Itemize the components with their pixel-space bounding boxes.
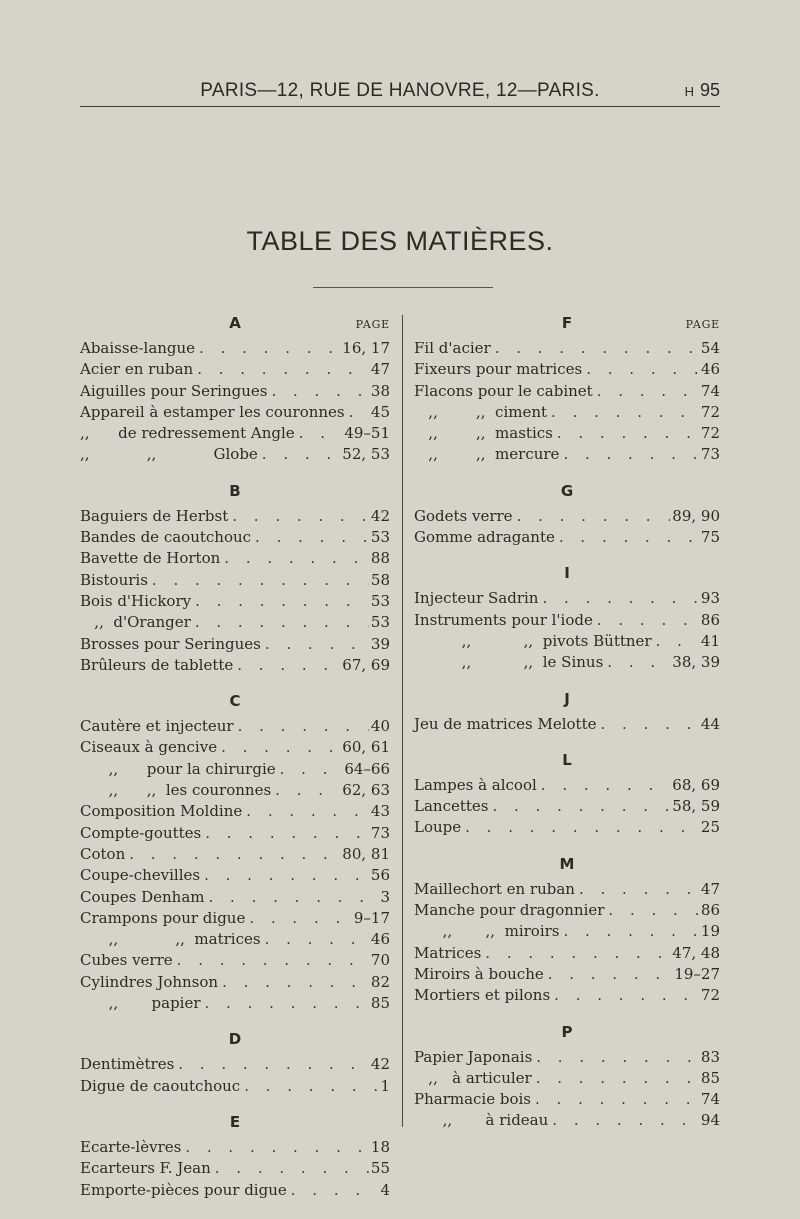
entry-pages: 73	[700, 445, 720, 464]
entry-pages: 3	[380, 887, 390, 906]
index-entry	[80, 780, 390, 801]
dot-leader	[532, 1068, 699, 1089]
dot-leader	[193, 359, 369, 380]
entry-label: Loupe	[414, 818, 462, 837]
index-entry	[414, 444, 720, 465]
entry-label: Cautère et injecteur	[80, 717, 234, 736]
entry-label: Brûleurs de tablette	[80, 655, 234, 674]
entry-label: Coupes Denham	[80, 887, 205, 906]
dot-leader	[217, 737, 340, 758]
index-entry	[414, 381, 720, 402]
entry-label: Mortiers et pilons	[414, 986, 551, 1005]
entry-label: Coupe-chevilles	[80, 866, 201, 885]
section-gap	[80, 676, 390, 686]
dot-leader	[201, 823, 369, 844]
dot-leader	[488, 796, 670, 817]
dot-leader	[211, 1158, 369, 1179]
page-column-label: PAGE	[355, 318, 390, 331]
entry-pages: 82	[370, 972, 390, 991]
dot-leader	[547, 402, 699, 423]
entry-pages: 4	[380, 1180, 390, 1199]
entry-pages: 62, 63	[342, 781, 390, 800]
index-entry	[414, 1110, 720, 1131]
entry-label: Appareil à estamper les couronnes	[80, 402, 345, 421]
index-entry	[80, 359, 390, 380]
dot-leader	[267, 381, 368, 402]
entry-pages: 74	[700, 381, 720, 400]
index-entry	[414, 1089, 720, 1110]
entry-pages: 88	[370, 549, 390, 568]
section-letter: B	[229, 481, 241, 500]
dot-leader	[575, 879, 699, 900]
index-entry	[80, 506, 390, 527]
entry-label: Matrices	[414, 943, 482, 962]
dot-leader	[287, 1180, 379, 1201]
dot-leader	[593, 610, 699, 631]
index-entry	[80, 548, 390, 569]
index-entry	[414, 921, 720, 942]
folio-number: 95	[699, 80, 720, 100]
dot-leader	[555, 527, 699, 548]
entry-label: ,, à rideau	[414, 1111, 549, 1130]
entry-pages: 42	[370, 1055, 390, 1074]
entry-pages: 83	[700, 1047, 720, 1066]
entry-label: Flacons pour le cabinet	[414, 381, 593, 400]
entry-label: ,, pour la chirurgie	[80, 759, 276, 778]
entry-pages: 46	[370, 930, 390, 949]
entry-label: Compte-gouttes	[80, 823, 202, 842]
entry-label: Maillechort en ruban	[414, 879, 575, 898]
entry-pages: 54	[700, 339, 720, 357]
entry-label: Cylindres Johnson	[80, 972, 219, 991]
entry-pages: 75	[700, 528, 720, 547]
page-column-label: PAGE	[685, 318, 720, 331]
entry-pages: 70	[370, 951, 390, 970]
entry-label: ,, ,, mercure	[414, 445, 560, 464]
dot-leader	[258, 444, 340, 465]
entry-pages: 1	[380, 1076, 390, 1095]
index-section	[414, 1017, 720, 1142]
index-entry	[414, 1047, 720, 1068]
index-section	[80, 1107, 390, 1211]
entry-pages: 53	[370, 613, 390, 632]
entry-label: ,, ,, matrices	[80, 930, 261, 949]
index-section	[80, 686, 390, 1024]
index-entry	[80, 402, 390, 423]
dot-leader	[233, 655, 340, 676]
section-letter: F	[561, 314, 573, 332]
entry-pages: 58	[370, 570, 390, 589]
index-entry	[80, 634, 390, 655]
section-letter: L	[562, 750, 572, 769]
index-entry	[414, 610, 720, 631]
entry-pages: 94	[700, 1111, 720, 1130]
section-gap	[414, 839, 720, 849]
entry-label: ,, ,, pivots Büttner	[414, 631, 652, 650]
index-entry	[414, 359, 720, 380]
entry-label: Brosses pour Seringues	[80, 634, 261, 653]
dot-leader	[553, 423, 699, 444]
entry-label: Ecarteurs F. Jean	[80, 1159, 211, 1178]
entry-pages: 39	[370, 634, 390, 653]
entry-label: Cubes verre	[80, 951, 173, 970]
index-entry	[80, 423, 390, 444]
section-letter: A	[229, 314, 241, 332]
section-letter: P	[561, 1022, 573, 1041]
column-divider	[402, 315, 403, 1127]
entry-pages: 72	[700, 402, 720, 421]
dot-leader	[603, 652, 670, 673]
dot-leader	[345, 402, 369, 423]
dot-leader	[513, 506, 671, 527]
index-entry	[80, 1137, 390, 1158]
section-letter: E	[229, 1112, 241, 1131]
entry-label: Aiguilles pour Seringues	[80, 381, 268, 400]
section-gap	[80, 1201, 390, 1211]
entry-label: Gomme adragante	[414, 528, 555, 547]
section-letter: D	[228, 1030, 242, 1049]
entry-pages: 47	[370, 360, 390, 379]
index-entry	[414, 588, 720, 609]
index-entry	[80, 759, 390, 780]
entry-pages: 42	[370, 506, 390, 525]
entry-pages: 53	[370, 591, 390, 610]
index-entry	[80, 823, 390, 844]
entry-pages: 85	[370, 994, 390, 1013]
index-entry	[80, 972, 390, 993]
index-entry	[414, 652, 720, 673]
index-entry	[414, 714, 720, 735]
entry-label: Ecarte-lèvres	[80, 1137, 182, 1156]
index-entry	[414, 964, 720, 985]
index-entry	[414, 900, 720, 921]
entry-pages: 49–51	[344, 424, 390, 443]
index-entry	[80, 929, 390, 950]
index-section	[414, 558, 720, 683]
dot-leader	[276, 759, 343, 780]
entry-pages: 53	[370, 528, 390, 547]
index-entry	[80, 444, 390, 465]
entry-pages: 25	[700, 818, 720, 837]
dot-leader	[191, 612, 369, 633]
index-entry	[414, 506, 720, 527]
entry-label: Baguiers de Herbst	[80, 506, 229, 525]
entry-pages: 85	[700, 1068, 720, 1087]
index-entry	[80, 1158, 390, 1179]
index-section	[414, 745, 720, 849]
entry-pages: 18	[370, 1137, 390, 1156]
index-entry	[80, 887, 390, 908]
entry-label: ,, ,, le Sinus	[414, 653, 604, 672]
dot-leader	[242, 801, 369, 822]
index-entry	[80, 950, 390, 971]
entry-pages: 38	[370, 381, 390, 400]
section-letter: J	[564, 689, 570, 708]
entry-label: Emporte-pièces pour digue	[80, 1180, 287, 1199]
dot-leader	[174, 1054, 369, 1075]
dot-leader	[652, 631, 699, 652]
index-entry	[414, 879, 720, 900]
entry-pages: 41	[700, 631, 720, 650]
index-entry	[414, 631, 720, 652]
index-entry	[80, 381, 390, 402]
entry-label: Composition Moldine	[80, 802, 243, 821]
dot-leader	[261, 634, 369, 655]
index-column-right	[414, 308, 720, 1142]
dot-leader	[201, 993, 369, 1014]
dot-leader	[125, 844, 340, 865]
entry-pages: 16, 17	[342, 339, 390, 357]
entry-pages: 52, 53	[342, 445, 390, 464]
section-gap	[80, 1097, 390, 1107]
dot-leader	[173, 950, 369, 971]
section-gap	[414, 735, 720, 745]
dot-leader	[538, 588, 698, 609]
index-entry	[414, 817, 720, 838]
index-entry	[80, 591, 390, 612]
index-section	[80, 476, 390, 686]
index-entry	[414, 423, 720, 444]
entry-pages: 9–17	[353, 908, 390, 927]
index-section	[80, 1024, 390, 1107]
entry-pages: 72	[700, 986, 720, 1005]
entry-label: ,, à articuler	[414, 1068, 532, 1087]
entry-label: Fil d'acier	[414, 339, 491, 357]
index-entry	[80, 338, 390, 359]
index-entry	[414, 527, 720, 548]
entry-pages: 86	[700, 901, 720, 920]
dot-leader	[148, 570, 369, 591]
section-letter: C	[229, 692, 241, 711]
entry-pages: 40	[370, 717, 390, 736]
entry-label: Bandes de caoutchouc	[80, 528, 252, 547]
entry-label: ,, de redressement Angle	[80, 424, 295, 443]
dot-leader	[245, 908, 352, 929]
entry-pages: 80, 81	[342, 844, 390, 863]
entry-label: Jeu de matrices Melotte	[414, 714, 597, 733]
entry-pages: 68, 69	[672, 775, 720, 794]
dot-leader	[240, 1076, 378, 1097]
index-entry	[80, 716, 390, 737]
entry-label: Crampons pour digue	[80, 908, 246, 927]
index-entry	[414, 338, 720, 359]
index-entry	[80, 1054, 390, 1075]
entry-label: ,, ,, ciment	[414, 402, 548, 421]
entry-pages: 89, 90	[672, 506, 720, 525]
entry-label: Fixeurs pour matrices	[414, 360, 583, 379]
entry-pages: 45	[370, 402, 390, 421]
index-entry	[80, 801, 390, 822]
dot-leader	[218, 972, 369, 993]
entry-label: Injecteur Sadrin	[414, 589, 539, 608]
entry-pages: 67, 69	[342, 655, 390, 674]
entry-label: Coton	[80, 844, 126, 863]
index-entry	[80, 612, 390, 633]
entry-label: ,, d'Oranger	[80, 613, 191, 632]
index-entry	[80, 1180, 390, 1201]
entry-label: Bistouris	[80, 570, 148, 589]
entry-label: ,, papier	[80, 994, 201, 1013]
index-entry	[414, 943, 720, 964]
index-entry	[414, 796, 720, 817]
dot-leader	[548, 1110, 699, 1131]
dot-leader	[593, 381, 699, 402]
dot-leader	[205, 887, 379, 908]
index-column-left	[80, 308, 390, 1211]
dot-leader	[181, 1137, 369, 1158]
entry-pages: 19	[700, 922, 720, 941]
index-entry	[80, 527, 390, 548]
entry-label: Ciseaux à gencive	[80, 738, 218, 757]
entry-pages: 93	[700, 589, 720, 608]
entry-pages: 47	[700, 879, 720, 898]
dot-leader	[200, 865, 369, 886]
index-entry	[80, 844, 390, 865]
section-gap	[414, 674, 720, 684]
entry-label: Abaisse-langue	[80, 339, 196, 357]
dot-leader	[531, 1089, 699, 1110]
dot-leader	[537, 775, 670, 796]
running-title: PARIS—12, RUE DE HANOVRE, 12—PARIS.	[200, 80, 600, 101]
index-entry	[80, 993, 390, 1014]
index-section	[414, 684, 720, 745]
index-entry	[414, 1068, 720, 1089]
entry-pages: 19–27	[674, 964, 720, 983]
dot-leader	[596, 714, 698, 735]
entry-pages: 55	[370, 1159, 390, 1178]
entry-label: Godets verre	[414, 506, 513, 525]
entry-pages: 64–66	[344, 759, 390, 778]
entry-pages: 73	[370, 823, 390, 842]
entry-label: ,, ,, les couronnes	[80, 781, 272, 800]
index-entry	[414, 775, 720, 796]
entry-pages: 60, 61	[342, 738, 390, 757]
dot-leader	[544, 964, 673, 985]
entry-label: ,, ,, Globe	[80, 445, 258, 464]
title-rule	[313, 287, 493, 288]
index-section	[414, 308, 720, 476]
entry-label: Manche pour dragonnier	[414, 901, 605, 920]
entry-label: Instruments pour l'iode	[414, 610, 593, 629]
index-entry	[80, 865, 390, 886]
entry-label: ,, ,, mastics	[414, 424, 553, 443]
section-letter: M	[559, 854, 575, 873]
entry-label: Lampes à alcool	[414, 775, 537, 794]
entry-pages: 74	[700, 1090, 720, 1109]
section-letter: G	[560, 481, 574, 500]
section-gap	[414, 1007, 720, 1017]
index-entry	[80, 655, 390, 676]
entry-label: Bois d'Hickory	[80, 591, 192, 610]
index-entry	[80, 570, 390, 591]
index-section	[414, 476, 720, 559]
entry-pages: 72	[700, 424, 720, 443]
dot-leader	[604, 900, 698, 921]
dot-leader	[251, 527, 369, 548]
entry-label: Lancettes	[414, 797, 489, 816]
entry-label: Miroirs à bouche	[414, 964, 544, 983]
dot-leader	[228, 506, 369, 527]
dot-leader	[559, 444, 698, 465]
dot-leader	[191, 591, 369, 612]
entry-label: Pharmacie bois	[414, 1090, 532, 1109]
entry-pages: 43	[370, 802, 390, 821]
dot-leader	[532, 1047, 699, 1068]
entry-pages: 56	[370, 866, 390, 885]
section-letter: I	[564, 564, 570, 583]
entry-label: Digue de caoutchouc	[80, 1076, 241, 1095]
dot-leader	[295, 423, 343, 444]
entry-pages: 47, 48	[672, 943, 720, 962]
dot-leader	[550, 985, 699, 1006]
dot-leader	[234, 716, 369, 737]
page-title: TABLE DES MATIÈRES.	[246, 226, 554, 256]
dot-leader	[195, 338, 340, 359]
dot-leader	[582, 359, 699, 380]
dot-leader	[559, 921, 698, 942]
entry-label: Bavette de Horton	[80, 549, 221, 568]
entry-pages: 46	[700, 360, 720, 379]
index-section	[414, 849, 720, 1017]
dot-leader	[491, 338, 699, 359]
section-gap	[414, 466, 720, 476]
dot-leader	[261, 929, 369, 950]
index-section	[80, 308, 390, 476]
index-entry	[80, 1076, 390, 1097]
dot-leader	[220, 548, 369, 569]
entry-label: ,, ,, miroirs	[414, 922, 560, 941]
index-entry	[414, 985, 720, 1006]
entry-pages: 58, 59	[672, 797, 720, 816]
section-gap	[80, 1014, 390, 1024]
running-head	[0, 80, 800, 104]
section-gap	[80, 466, 390, 476]
entry-label: Acier en ruban	[80, 360, 194, 379]
entry-pages: 38, 39	[672, 653, 720, 672]
section-gap	[414, 1132, 720, 1142]
folio-letter: H	[684, 84, 694, 99]
entry-label: Dentimètres	[80, 1055, 175, 1074]
dot-leader	[461, 817, 699, 838]
dot-leader	[481, 943, 670, 964]
dot-leader	[271, 780, 340, 801]
page-number	[685, 80, 720, 101]
entry-label: Papier Japonais	[414, 1047, 533, 1066]
entry-pages: 86	[700, 610, 720, 629]
index-entry	[80, 737, 390, 758]
header-rule	[80, 106, 720, 107]
entry-pages: 44	[700, 714, 720, 733]
index-entry	[414, 402, 720, 423]
index-entry	[80, 908, 390, 929]
section-gap	[414, 548, 720, 558]
